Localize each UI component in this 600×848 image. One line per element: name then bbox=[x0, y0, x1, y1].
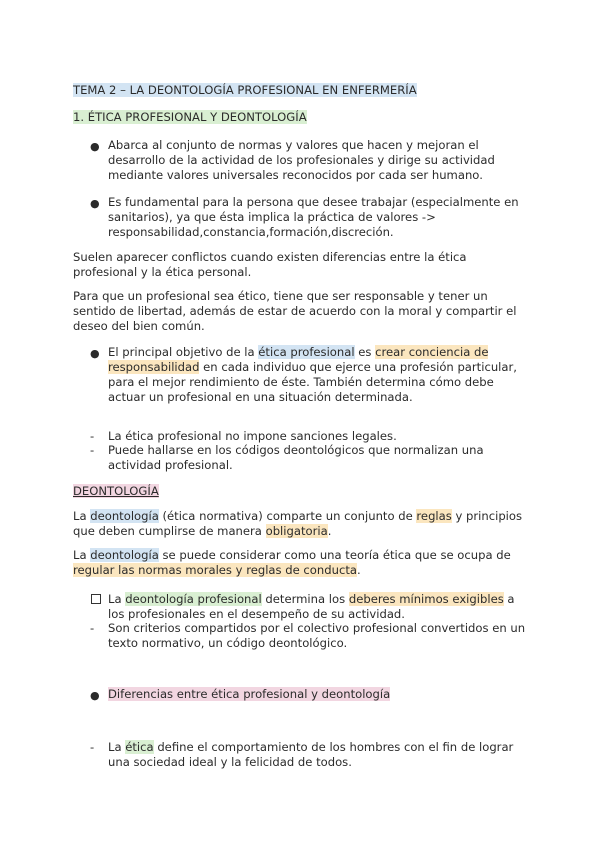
bullet-icon: ● bbox=[90, 197, 100, 210]
bullet-diferencias: Diferencias entre ética profesional y deontología bbox=[108, 687, 391, 701]
dash-marker: - bbox=[90, 443, 95, 457]
bullet-icon: ● bbox=[90, 689, 100, 702]
section-heading-deontologia: DEONTOLOGÍA bbox=[73, 484, 159, 498]
dash-marker: - bbox=[90, 621, 95, 635]
section-heading-etica: 1. ÉTICA PROFESIONAL Y DEONTOLOGÍA bbox=[73, 110, 307, 124]
bullet-objetivo: El principal objetivo de la ética profesional es crear conciencia de responsabilidad en cada individuo que ejerce una profesión particular, para el mejor rendimiento de éste. También determina cómo debe actuar un profesional en una situación determinada. bbox=[108, 345, 517, 404]
checkbox-item-deberes: La deontología profesional determina los deberes mínimos exigibles a los profesionales en el desempeño de su actividad. bbox=[108, 592, 515, 621]
paragraph-conflictos: Suelen aparecer conflictos cuando existen diferencias entre la ética profesional y la ética personal. bbox=[73, 250, 467, 279]
dash-marker: - bbox=[90, 429, 95, 443]
dash-etica-define: La ética define el comportamiento de los hombres con el fin de lograr una sociedad ideal y la felicidad de todos. bbox=[108, 740, 514, 769]
dash-criterios: Son criterios compartidos por el colectivo profesional convertidos en un texto normativo, un código deontológico. bbox=[108, 621, 526, 650]
bullet-fundamental: Es fundamental para la persona que desee trabajar (especialmente en sanitarios), ya que ésta implica la práctica de valores -> responsabilidad,constancia,formación,discreción. bbox=[108, 195, 519, 239]
dash-no-sanciones: La ética profesional no impone sanciones legales. bbox=[108, 429, 397, 443]
empty-checkbox-icon[interactable] bbox=[91, 594, 101, 604]
paragraph-deontologia-teoria: La deontología se puede considerar como una teoría ética que se ocupa de regular las normas morales y reglas de conducta. bbox=[73, 548, 511, 577]
dash-codigos: Puede hallarse en los códigos deontológicos que normalizan una actividad profesional. bbox=[108, 443, 484, 472]
bullet-icon: ● bbox=[90, 347, 100, 360]
bullet-abarca: Abarca al conjunto de normas y valores que hacen y mejoran el desarrollo de la actividad de los profesionales y dirige su actividad mediante valores universales reconocidos por cada ser humano. bbox=[108, 138, 495, 182]
paragraph-deontologia-reglas: La deontología (ética normativa) comparte un conjunto de reglas y principios que deben cumplirse de manera obligatoria. bbox=[73, 509, 523, 538]
paragraph-profesional-etico: Para que un profesional sea ético, tiene que ser responsable y tener un sentido de libertad, además de estar de acuerdo con la moral y compartir el deseo del bien común. bbox=[73, 289, 517, 333]
dash-marker: - bbox=[90, 740, 95, 754]
bullet-icon: ● bbox=[90, 140, 100, 153]
page-title: TEMA 2 – LA DEONTOLOGÍA PROFESIONAL EN ENFERMERÍA bbox=[73, 83, 417, 97]
